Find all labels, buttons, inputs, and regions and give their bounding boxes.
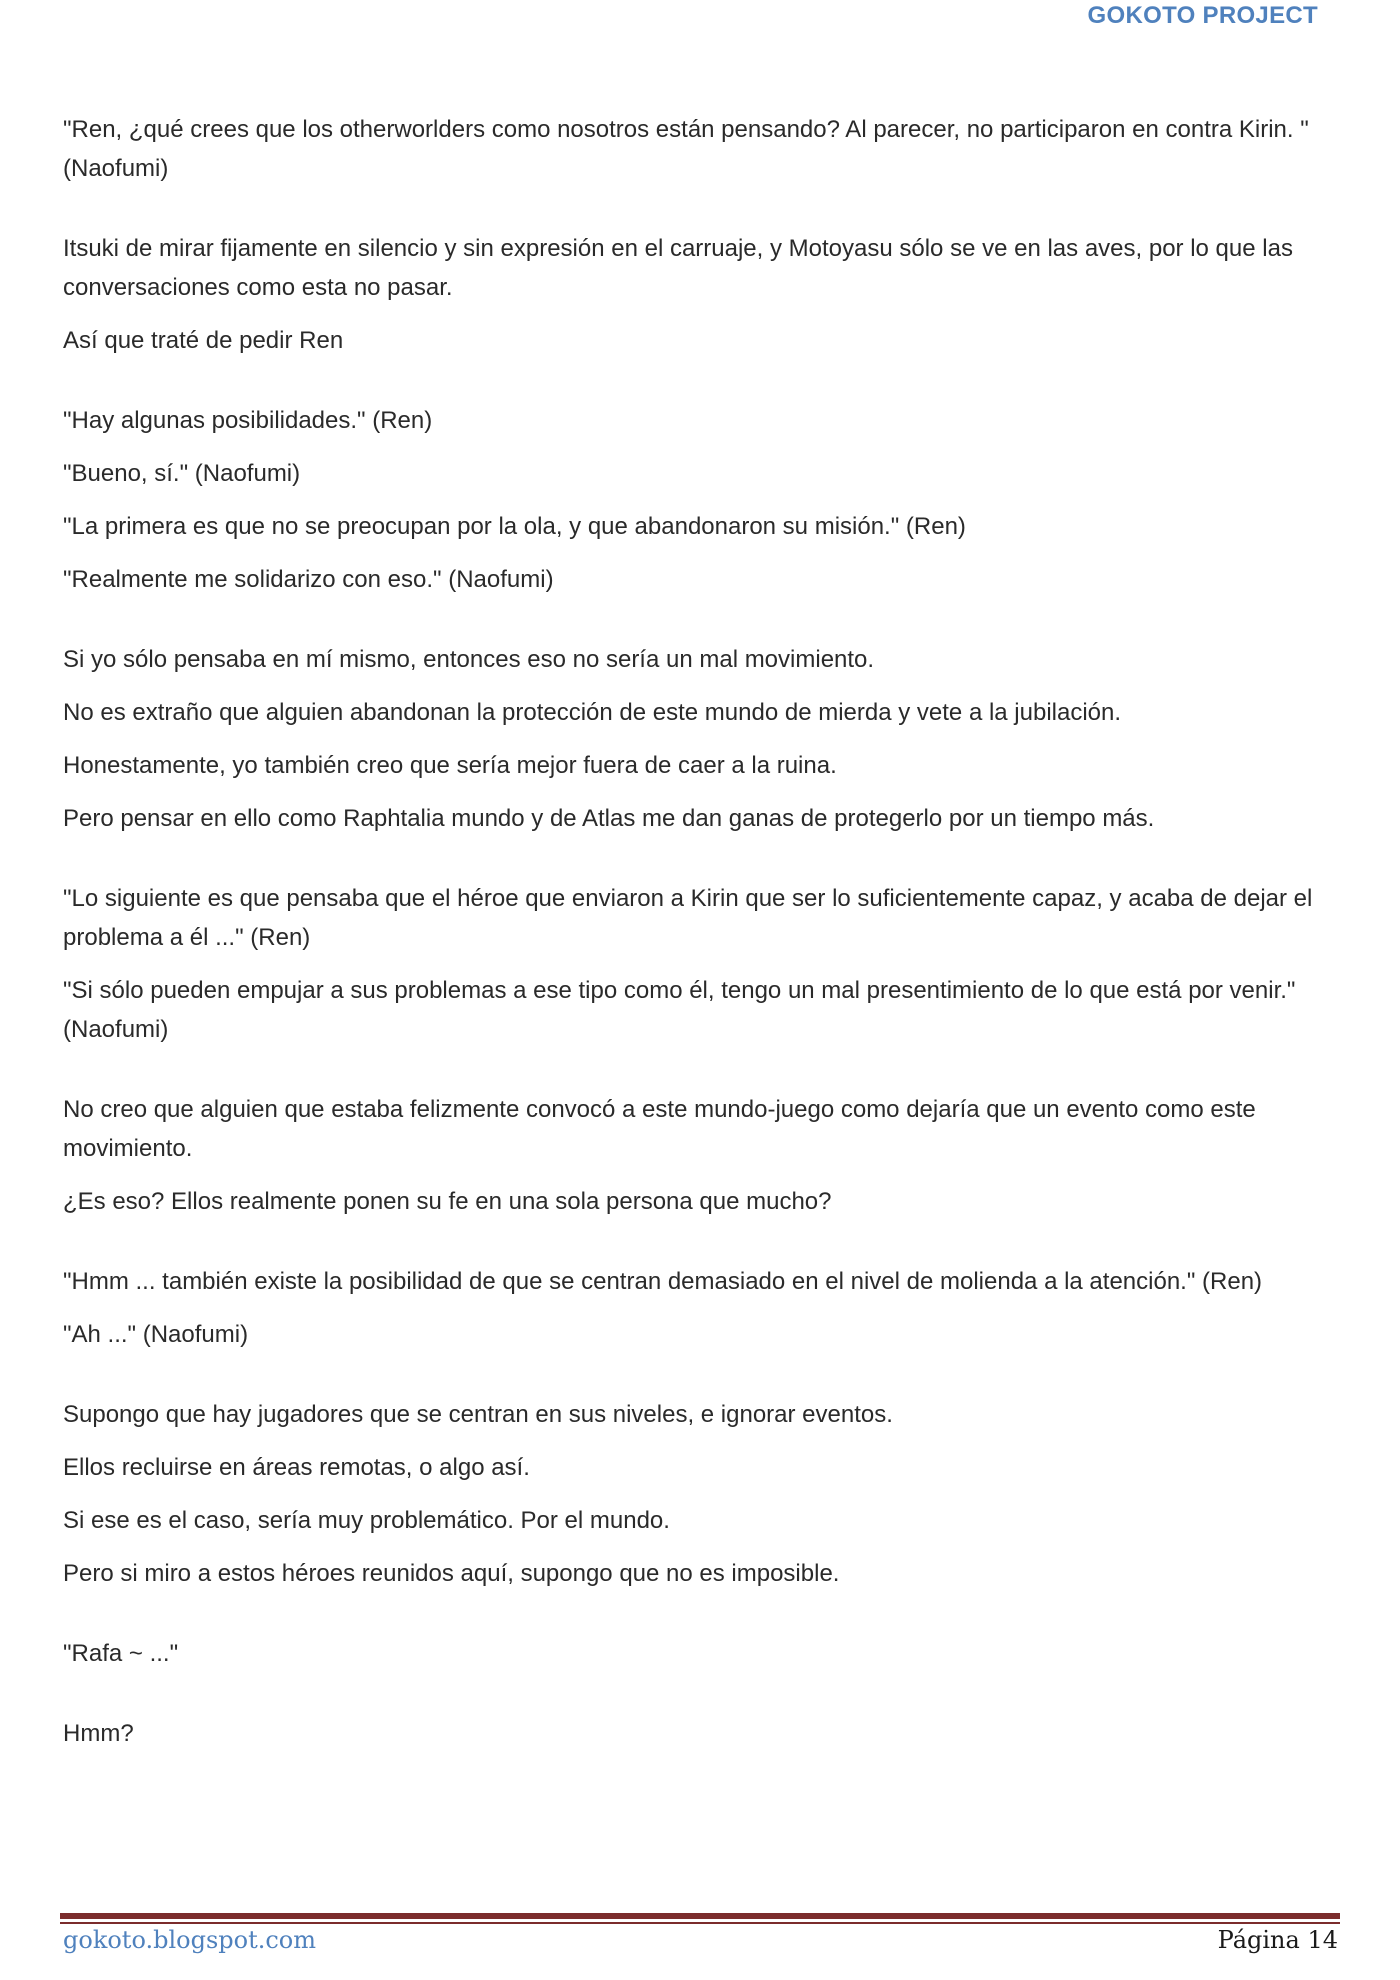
paragraph: "Rafa ~ ..." (63, 1640, 179, 1667)
page-number: Página 14 (1217, 1926, 1338, 1954)
paragraph: Hmm? (63, 1720, 134, 1747)
paragraph: Itsuki de mirar fijamente en silencio y sin expresión en el carruaje, y Motoyasu sólo se ve en las aves, por lo que las conversaciones como esta no pasar. (63, 235, 1293, 301)
paragraph: Pero si miro a estos héroes reunidos aquí, supongo que no es imposible. (63, 1560, 840, 1587)
paragraph: "Bueno, sí." (Naofumi) (63, 460, 301, 487)
paragraph: No es extraño que alguien abandonan la protección de este mundo de mierda y vete a la jubilación. (63, 699, 1122, 726)
paragraph: Si yo sólo pensaba en mí mismo, entonces eso no sería un mal movimiento. (63, 646, 875, 673)
paragraph: Honestamente, yo también creo que sería mejor fuera de caer a la ruina. (63, 752, 837, 779)
footer-site-link[interactable]: gokoto.blogspot.com (63, 1926, 317, 1954)
paragraph: "Hmm ... también existe la posibilidad de que se centran demasiado en el nivel de molienda a la atención." (Ren) (63, 1268, 1263, 1295)
paragraph: Así que traté de pedir Ren (63, 327, 344, 354)
footer-rule-thin (60, 1922, 1340, 1924)
paragraph: "Si sólo pueden empujar a sus problemas a ese tipo como él, tengo un mal presentimiento de lo que está por venir." (Naofumi) (63, 977, 1296, 1043)
paragraph: "Hay algunas posibilidades." (Ren) (63, 407, 433, 434)
paragraph: Pero pensar en ello como Raphtalia mundo y de Atlas me dan ganas de protegerlo por un tiempo más. (63, 805, 1155, 832)
document-body (63, 110, 1343, 1767)
paragraph: "Ah ..." (Naofumi) (63, 1321, 249, 1348)
footer-rule-thick (60, 1913, 1340, 1919)
paragraph: Ellos recluirse en áreas remotas, o algo así. (63, 1454, 530, 1481)
paragraph: Si ese es el caso, sería muy problemático. Por el mundo. (63, 1507, 670, 1534)
paragraph: "Lo siguiente es que pensaba que el héroe que enviaron a Kirin que ser lo suficientemente capaz, y acaba de dejar el problema a él ..." (Ren) (63, 885, 1313, 951)
paragraph: "Ren, ¿qué crees que los otherworlders como nosotros están pensando? Al parecer, no participaron en contra Kirin. "(Naofumi) (63, 116, 1309, 182)
header-title: GOKOTO PROJECT (1087, 2, 1318, 29)
paragraph: Supongo que hay jugadores que se centran en sus niveles, e ignorar eventos. (63, 1401, 893, 1428)
paragraph: "La primera es que no se preocupan por la ola, y que abandonaron su misión." (Ren) (63, 513, 966, 540)
paragraph: No creo que alguien que estaba felizmente convocó a este mundo-juego como dejaría que un evento como este movimiento. (63, 1096, 1256, 1162)
paragraph: ¿Es eso? Ellos realmente ponen su fe en una sola persona que mucho? (63, 1188, 832, 1215)
paragraph: "Realmente me solidarizo con eso." (Naofumi) (63, 566, 554, 593)
